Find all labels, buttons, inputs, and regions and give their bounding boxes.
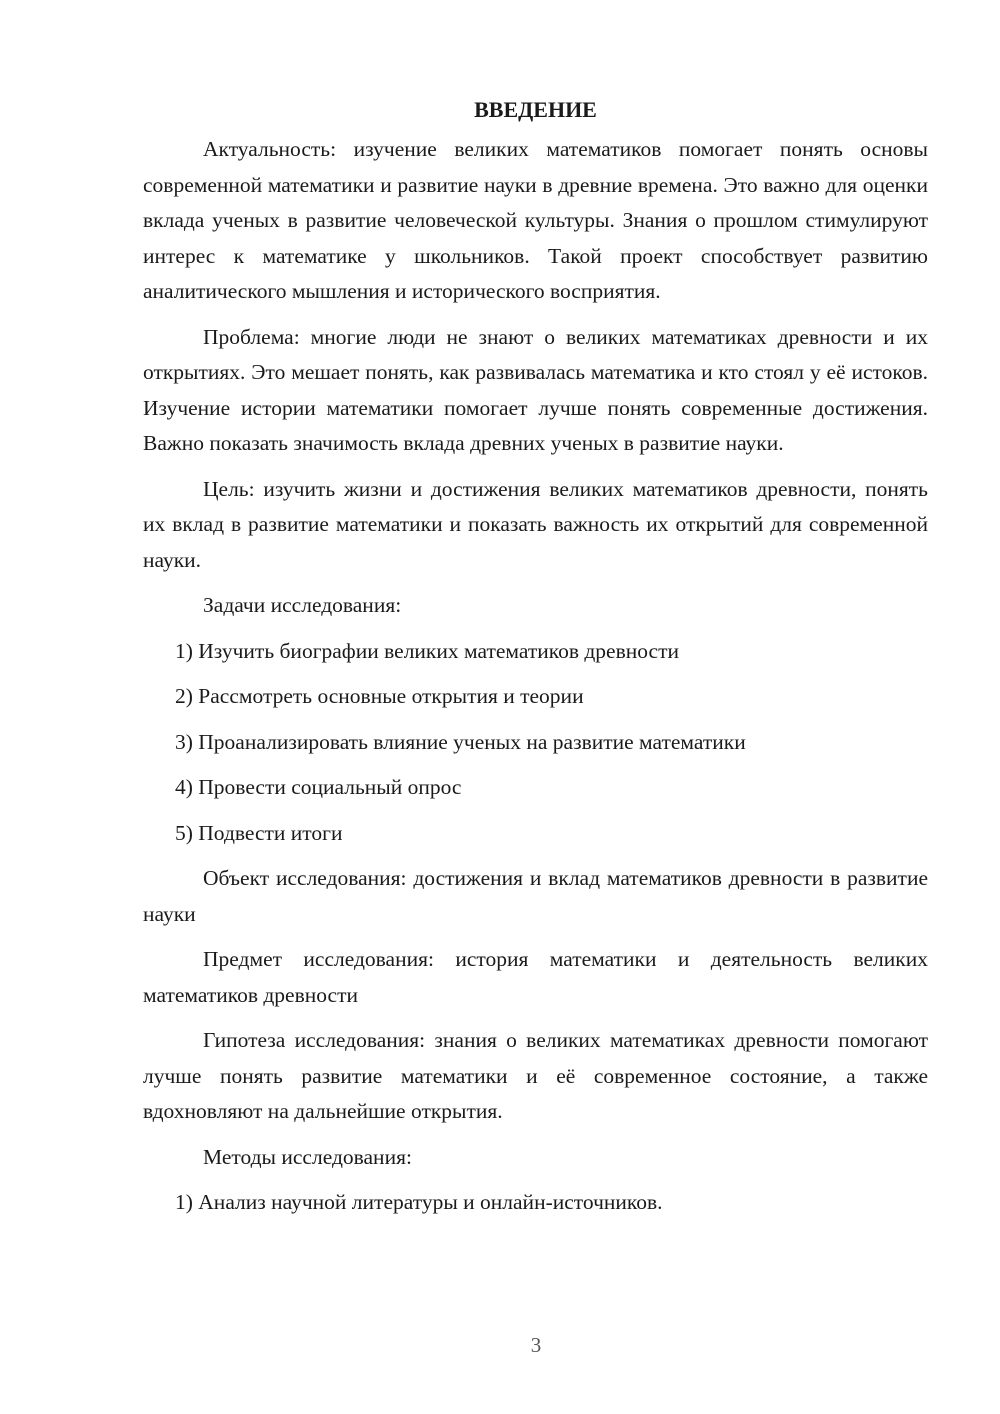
task-item: 1) Изучить биографии великих математиков древности [175, 638, 679, 663]
method-item: 1) Анализ научной литературы и онлайн-источников. [175, 1190, 663, 1214]
section-heading: ВВЕДЕНИЕ [474, 97, 597, 122]
object-paragraph: Объект исследования: достижения и вклад математиков древности в развитие науки [143, 866, 928, 926]
task-item: 3) Проанализировать влияние ученых на развитие математики [175, 729, 746, 754]
methods-label: Методы исследования: [203, 1144, 412, 1169]
tasks-list [143, 634, 928, 852]
task-item: 4) Провести социальный опрос [175, 775, 462, 799]
task-item: 5) Подвести итоги [175, 820, 343, 845]
methods-list [143, 1185, 928, 1221]
problem-paragraph: Проблема: многие люди не знают о великих математиках древности и их открытиях. Это мешает понять, как развивалась математика и кто стоял у её истоков. Изучение истории математики помогает лучше понять современные достижения. Важно показать значимость вклада древних ученых в развитие науки. [143, 324, 928, 455]
goal-paragraph: Цель: изучить жизни и достижения великих математиков древности, понять их вклад в развитие математики и показать важность их открытий для современной науки. [143, 476, 928, 572]
tasks-label: Задачи исследования: [203, 593, 402, 617]
subject-paragraph: Предмет исследования: история математики и деятельность великих математиков древности [143, 947, 928, 1007]
hypothesis-paragraph: Гипотеза исследования: знания о великих математиках древности помогают лучше понять развитие математики и её современное состояние, а также вдохновляют на дальнейшие открытия. [143, 1028, 928, 1123]
page-content [143, 92, 928, 1231]
relevance-paragraph: Актуальность: изучение великих математиков помогает понять основы современной математики и развитие науки в древние времена. Это важно для оценки вклада ученых в развитие человеческой культуры. Знания о прошлом стимулируют интерес к математике у школьников. Такой проект способствует развитию аналитического мышления и исторического восприятия. [143, 137, 928, 303]
page-number: 3 [530, 1333, 542, 1357]
task-item: 2) Рассмотреть основные открытия и теории [175, 684, 584, 708]
